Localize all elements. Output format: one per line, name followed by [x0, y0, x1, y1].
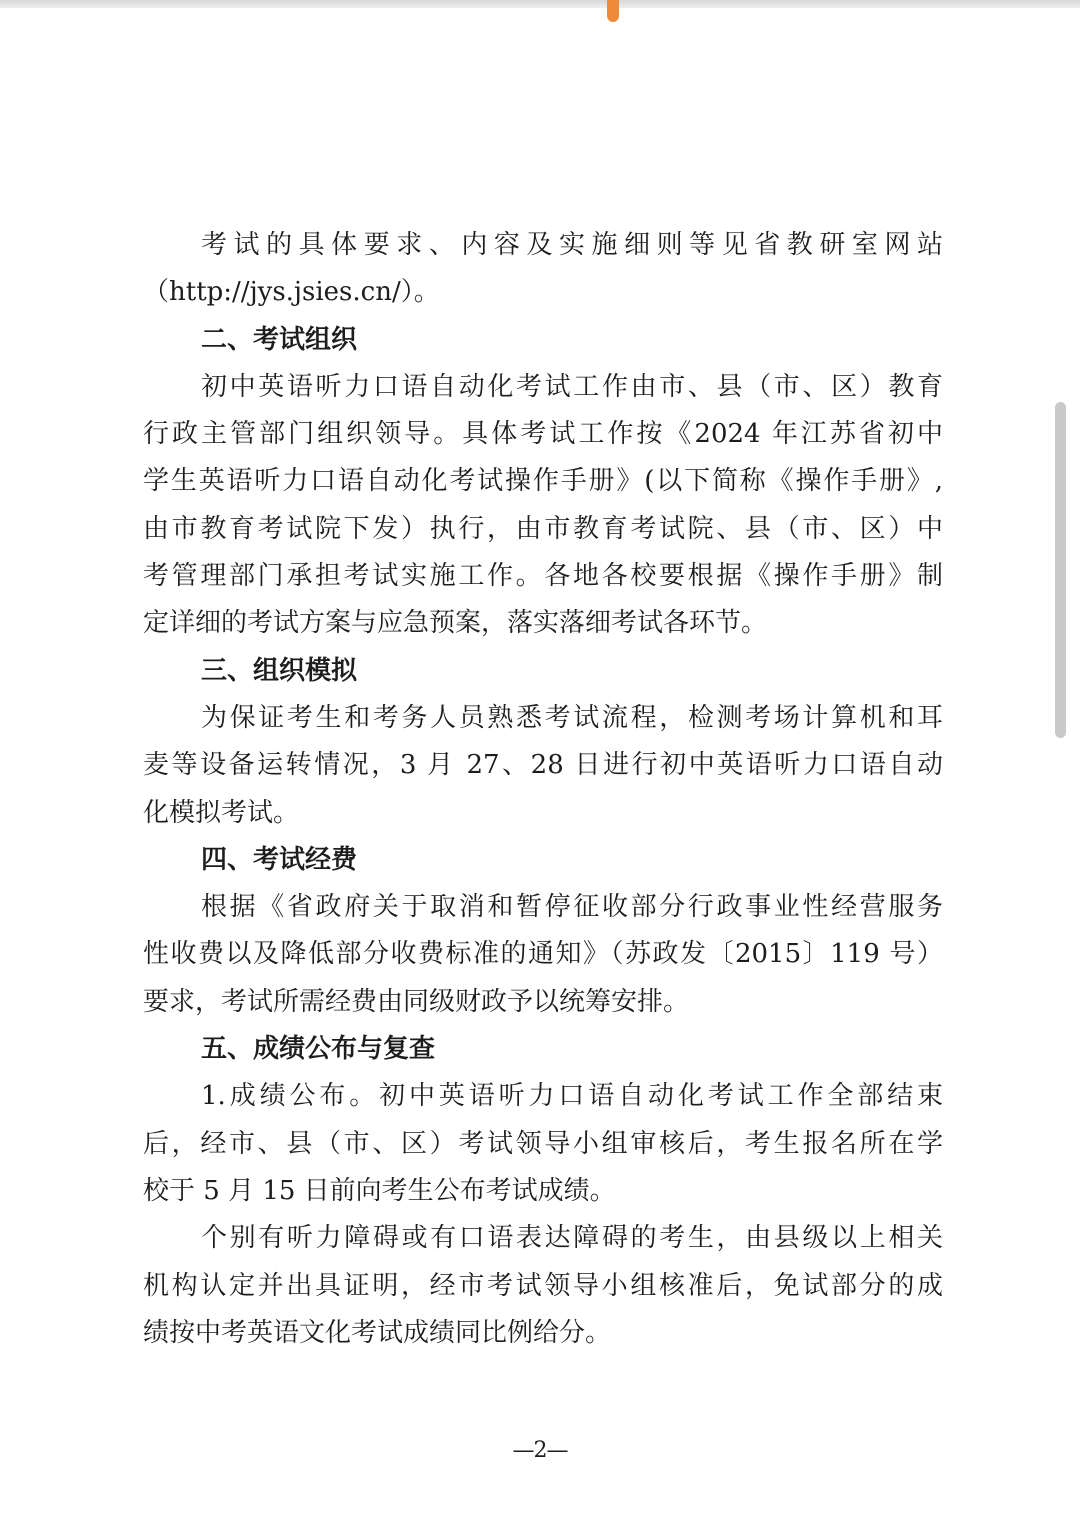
paragraph-line: 定详细的考试方案与应急预案，落实落细考试各环节。: [143, 608, 768, 639]
section-heading: 二、考试组织: [201, 324, 358, 355]
paragraph-line: 要求，考试所需经费由同级财政予以统筹安排。: [143, 986, 690, 1017]
paragraph-line: 1.成绩公布。初中英语听力口语自动化考试工作全部结束: [201, 1081, 943, 1112]
scrollbar-thumb[interactable]: [1055, 402, 1066, 738]
paragraph-line: （http://jys.jsies.cn/）。: [143, 277, 440, 308]
page-number: —2—: [512, 1438, 568, 1463]
section-heading: 四、考试经费: [201, 844, 358, 875]
paragraph-line: 校于 5 月 15 日前向考生公布考试成绩。: [143, 1175, 616, 1206]
paragraph-line: 个别有听力障碍或有口语表达障碍的考生，由县级以上相关: [201, 1223, 943, 1254]
paragraph-line: 性收费以及降低部分收费标准的通知》（苏政发〔2015〕119 号）: [143, 939, 943, 970]
paragraph-line: 麦等设备运转情况，3 月 27、28 日进行初中英语听力口语自动: [143, 750, 943, 781]
paragraph-line: 行政主管部门组织领导。具体考试工作按《2024 年江苏省初中: [143, 419, 943, 450]
paragraph-line: 绩按中考英语文化考试成绩同比例给分。: [143, 1317, 612, 1348]
paragraph-line: 后，经市、县（市、区）考试领导小组审核后，考生报名所在学: [143, 1128, 943, 1159]
paragraph-line: 考试的具体要求、内容及实施细则等见省教研室网站: [201, 230, 943, 260]
paragraph-line: 由市教育考试院下发）执行，由市教育考试院、县（市、区）中: [143, 513, 943, 544]
paragraph-line: 学生英语听力口语自动化考试操作手册》(以下简称《操作手册》,: [143, 466, 943, 497]
section-heading: 五、成绩公布与复查: [201, 1034, 436, 1065]
section-heading: 三、组织模拟: [201, 655, 358, 686]
paragraph-line: 为保证考生和考务人员熟悉考试流程，检测考场计算机和耳: [201, 702, 943, 733]
paragraph-line: 初中英语听力口语自动化考试工作由市、县（市、区）教育: [201, 371, 943, 402]
document-page: [143, 222, 943, 1357]
orange-marker: [607, 0, 619, 22]
scrollbar[interactable]: [1058, 0, 1080, 1514]
paragraph-line: 化模拟考试。: [143, 797, 300, 828]
paragraph-line: 考管理部门承担考试实施工作。各地各校要根据《操作手册》制: [143, 561, 943, 592]
top-edge: [0, 0, 1080, 8]
paragraph-line: 机构认定并出具证明，经市考试领导小组核准后，免试部分的成: [143, 1270, 943, 1301]
paragraph-line: 根据《省政府关于取消和暂停征收部分行政事业性经营服务: [201, 892, 943, 923]
